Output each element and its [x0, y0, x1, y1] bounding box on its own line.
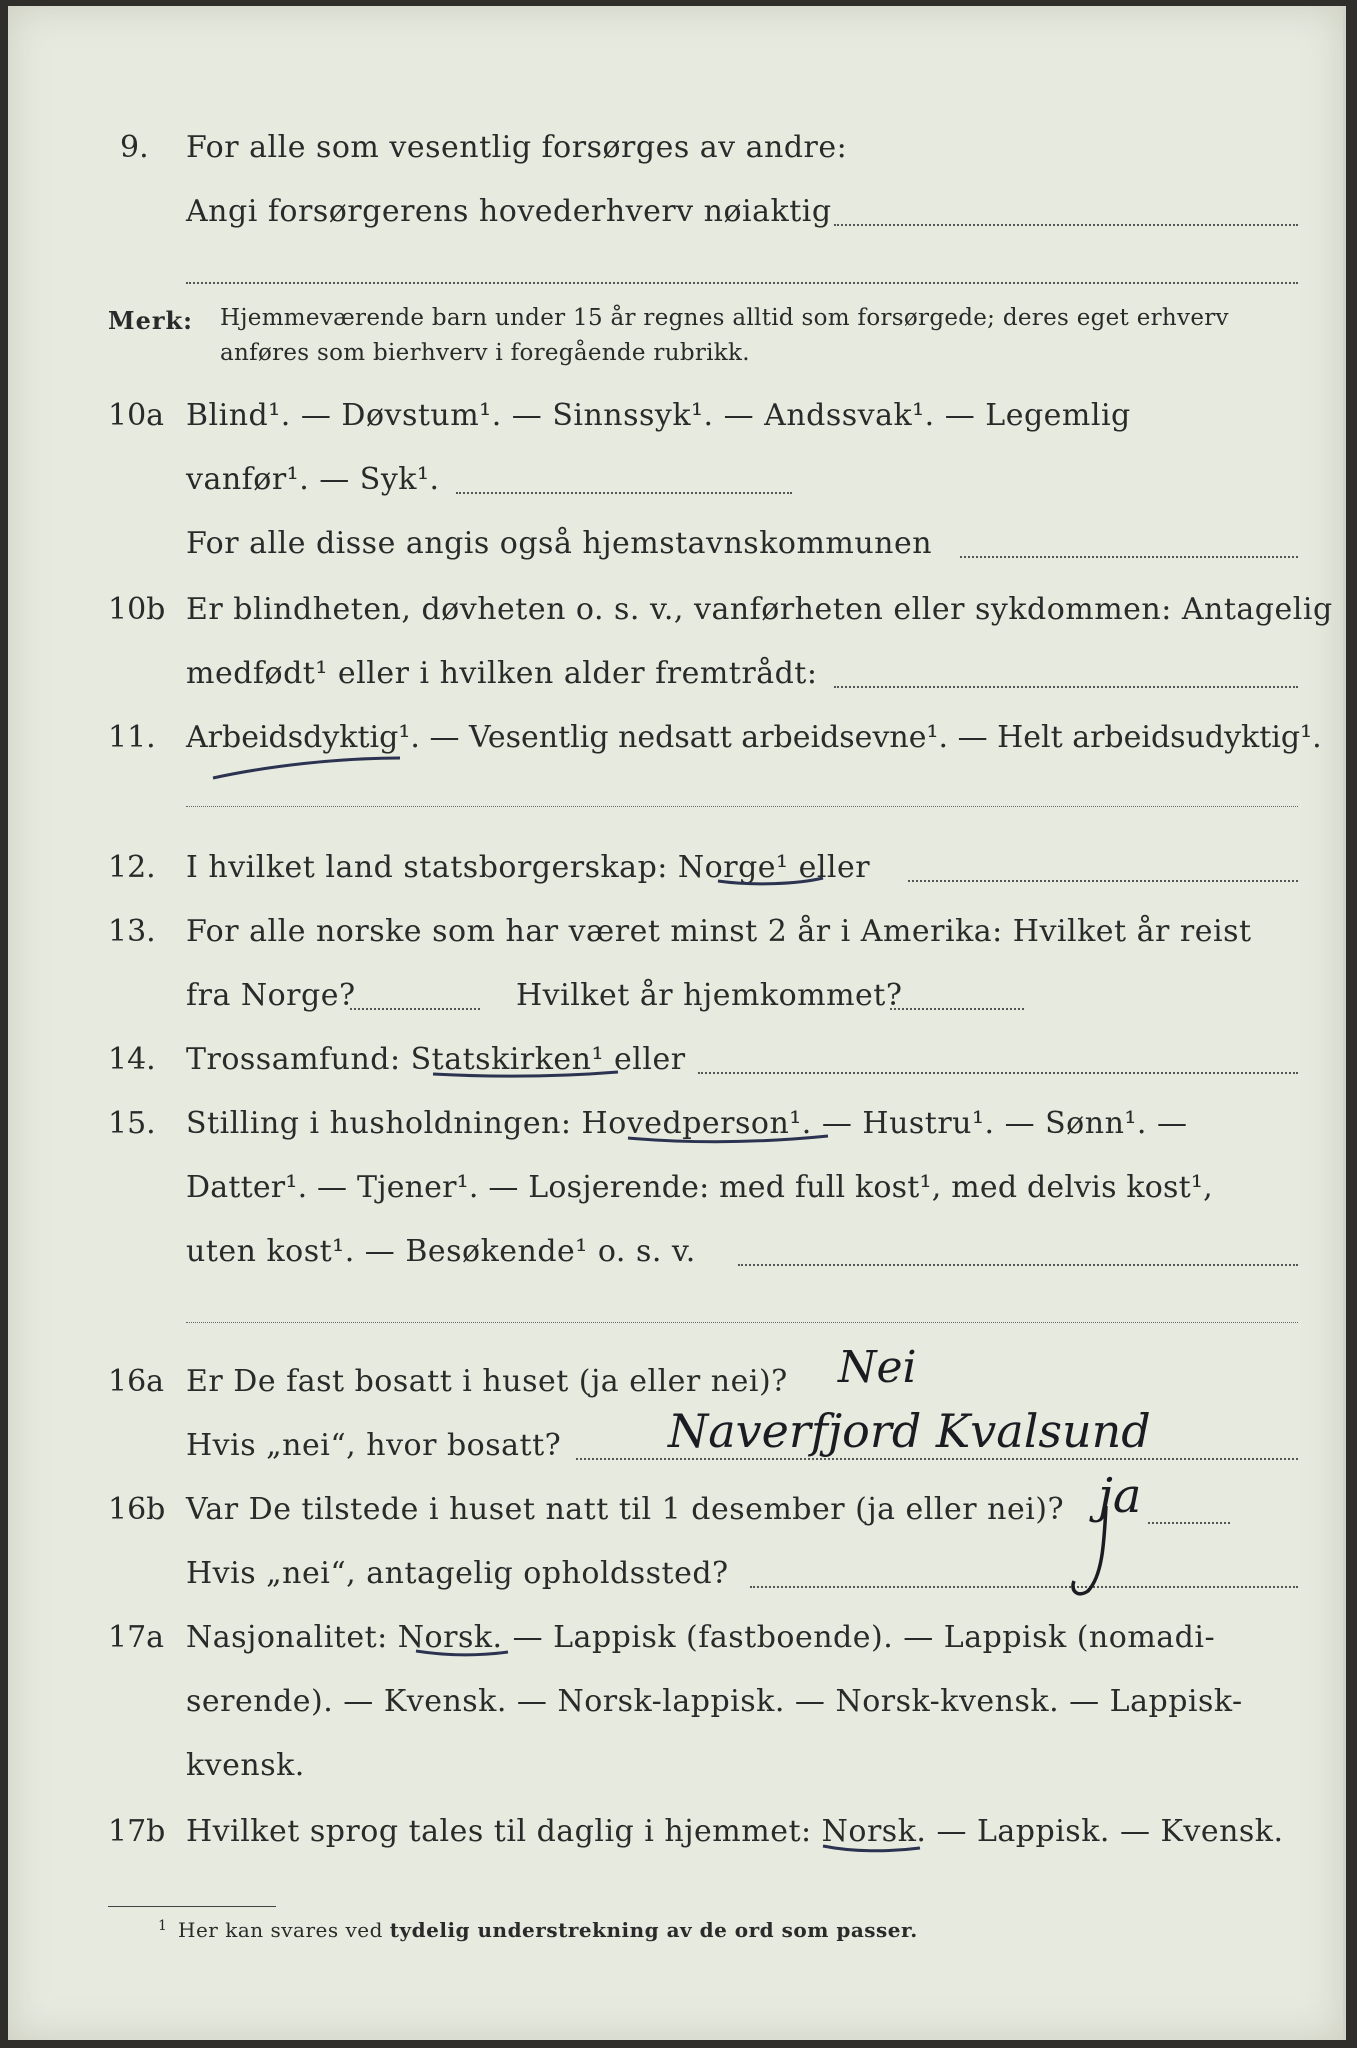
- q16b-line1: Var De tilstede i huset natt til 1 desember (ja eller nei)?: [186, 1492, 1065, 1527]
- q17b-number: 17b: [108, 1814, 166, 1849]
- q15-number: 15.: [108, 1106, 156, 1141]
- q10b-number: 10b: [108, 592, 166, 627]
- q13-line1: For alle norske som har været minst 2 år i Amerika: Hvilket år reist: [186, 914, 1252, 949]
- q16a-handwritten-residence: Naverfjord Kvalsund: [668, 1404, 1151, 1458]
- q13-number: 13.: [108, 914, 156, 949]
- underline-arbeidsdyktig: [213, 758, 400, 778]
- q16a-number: 16a: [108, 1364, 165, 1399]
- q13-line2a: fra Norge?: [186, 978, 356, 1013]
- q12-number: 12.: [108, 850, 156, 885]
- q16a-line2: Hvis „nei“, hvor bosatt?: [186, 1428, 562, 1463]
- q16b-number: 16b: [108, 1492, 166, 1527]
- q12-line1: I hvilket land statsborgerskap: Norge¹ eller: [186, 850, 871, 885]
- q10a-line1: Blind¹. — Døvstum¹. — Sinnssyk¹. — Andssvak¹. — Legemlig: [186, 398, 1131, 433]
- q15-line2: Datter¹. — Tjener¹. — Losjerende: med full kost¹, med delvis kost¹,: [186, 1170, 1213, 1205]
- merk-line2: anføres som bierhverv i foregående rubrikk.: [220, 340, 750, 366]
- q13-line2b: Hvilket år hjemkommet?: [516, 978, 903, 1013]
- census-form-page: [8, 6, 1346, 2040]
- q9-number: 9.: [120, 130, 149, 165]
- q17a-line1: Nasjonalitet: Norsk. — Lappisk (fastboende). — Lappisk (nomadi-: [186, 1620, 1216, 1655]
- q16b-line2: Hvis „nei“, antagelig opholdssted?: [186, 1556, 729, 1591]
- q10b-line1: Er blindheten, døvheten o. s. v., vanførheten eller sykdommen: Antagelig: [186, 592, 1333, 627]
- merk-line1: Hjemmeværende barn under 15 år regnes alltid som forsørgede; deres eget erhverv: [220, 305, 1229, 331]
- q10b-line2: medfødt¹ eller i hvilken alder fremtrådt:: [186, 656, 818, 691]
- handwritten-underlines: [8, 6, 1343, 2040]
- underline-hovedperson: [628, 1136, 828, 1142]
- q15-line3: uten kost¹. — Besøkende¹ o. s. v.: [186, 1234, 696, 1269]
- underline-norsk-nasjonalitet: [416, 1651, 508, 1655]
- footnote-text-b: tydelig understrekning av de ord som passer.: [389, 1918, 918, 1942]
- underline-norge: [718, 878, 823, 884]
- q17a-line2: serende). — Kvensk. — Norsk-lappisk. — Norsk-kvensk. — Lappisk-: [186, 1684, 1243, 1719]
- stroke-ja: [1073, 1506, 1106, 1594]
- q10a-line2: vanfør¹. — Syk¹.: [186, 462, 440, 497]
- q11-number: 11.: [108, 720, 156, 755]
- q11-line1: Arbeidsdyktig¹. — Vesentlig nedsatt arbeidsevne¹. — Helt arbeidsudyktig¹.: [186, 720, 1322, 755]
- underline-norsk-sprog: [823, 1846, 920, 1851]
- underline-statskirken: [433, 1072, 618, 1076]
- merk-label: Merk:: [108, 306, 193, 335]
- q10a-number: 10a: [108, 398, 165, 433]
- q16a-line1: Er De fast bosatt i huset (ja eller nei)?: [186, 1364, 788, 1399]
- q9-line2: Angi forsørgerens hovederhverv nøiaktig: [186, 194, 832, 229]
- q10a-line3: For alle disse angis også hjemstavnskommunen: [186, 526, 933, 561]
- footnote-mark: 1: [158, 1918, 168, 1934]
- q15-line1: Stilling i husholdningen: Hovedperson¹. — Hustru¹. — Sønn¹. —: [186, 1106, 1188, 1141]
- q14-number: 14.: [108, 1042, 156, 1077]
- q16b-handwritten-answer: ja: [1098, 1468, 1142, 1524]
- q14-line1: Trossamfund: Statskirken¹ eller: [186, 1042, 686, 1077]
- q9-line1: For alle som vesentlig forsørges av andre:: [186, 130, 848, 165]
- q17a-line3: kvensk.: [186, 1748, 305, 1783]
- q17a-number: 17a: [108, 1620, 165, 1655]
- q17b-line1: Hvilket sprog tales til daglig i hjemmet: Norsk. — Lappisk. — Kvensk.: [186, 1814, 1284, 1849]
- footnote-text-a: Her kan svares ved: [178, 1918, 383, 1942]
- q16a-handwritten-answer: Nei: [838, 1342, 917, 1393]
